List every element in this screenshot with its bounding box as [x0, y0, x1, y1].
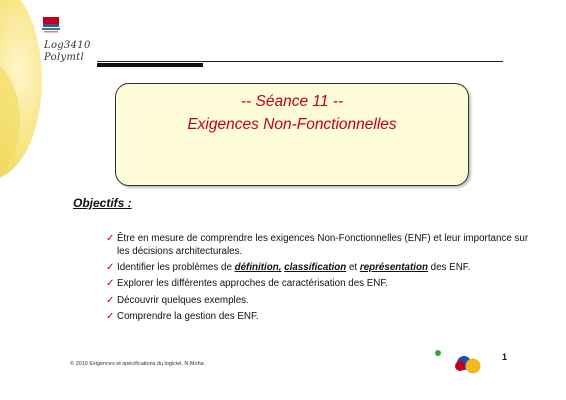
session-title: -- Séance 11 -- — [240, 93, 344, 110]
checkmark-icon: ✓ — [106, 262, 115, 274]
university-logo-icon — [40, 16, 62, 36]
course-code — [44, 40, 91, 64]
decorative-balls-icon — [434, 346, 494, 376]
list-item: ✓ Découvrir quelques exemples. — [106, 294, 249, 306]
checkmark-icon: ✓ — [106, 233, 115, 244]
objectives-list — [106, 233, 536, 327]
page-number: 1 — [502, 352, 508, 362]
course-code-line1: Log3410 — [44, 40, 91, 51]
copyright-footer: © 2010 Exigences et spécifications du logiciel, N.Moha — [70, 361, 204, 367]
list-item: ✓ Être en mesure de comprendre les exigences Non-Fonctionnelles (ENF) et leur importance sur les décisions architecturales. — [106, 233, 529, 257]
checkmark-icon: ✓ — [106, 294, 115, 306]
keyword-classification: classification — [284, 262, 347, 274]
checkmark-icon: ✓ — [106, 278, 115, 290]
keyword-definition: définition, — [234, 262, 282, 274]
checkmark-icon: ✓ — [106, 310, 115, 322]
header-rule-accent — [97, 63, 203, 67]
list-item: ✓ Comprendre la gestion des ENF. — [106, 310, 259, 322]
header-rule — [97, 61, 503, 62]
list-item: ✓ Explorer les différentes approches de caractérisation des ENF. — [106, 278, 389, 290]
topic-title: Exigences Non-Fonctionnelles — [187, 116, 397, 133]
list-item: ✓ Identifier les problèmes de définition, classification et représentation des ENF. — [106, 262, 471, 274]
title-box — [115, 83, 469, 186]
course-code-line2: Polymtl — [44, 52, 84, 63]
keyword-representation: représentation — [359, 262, 428, 274]
objectives-heading: Objectifs : — [73, 196, 132, 210]
